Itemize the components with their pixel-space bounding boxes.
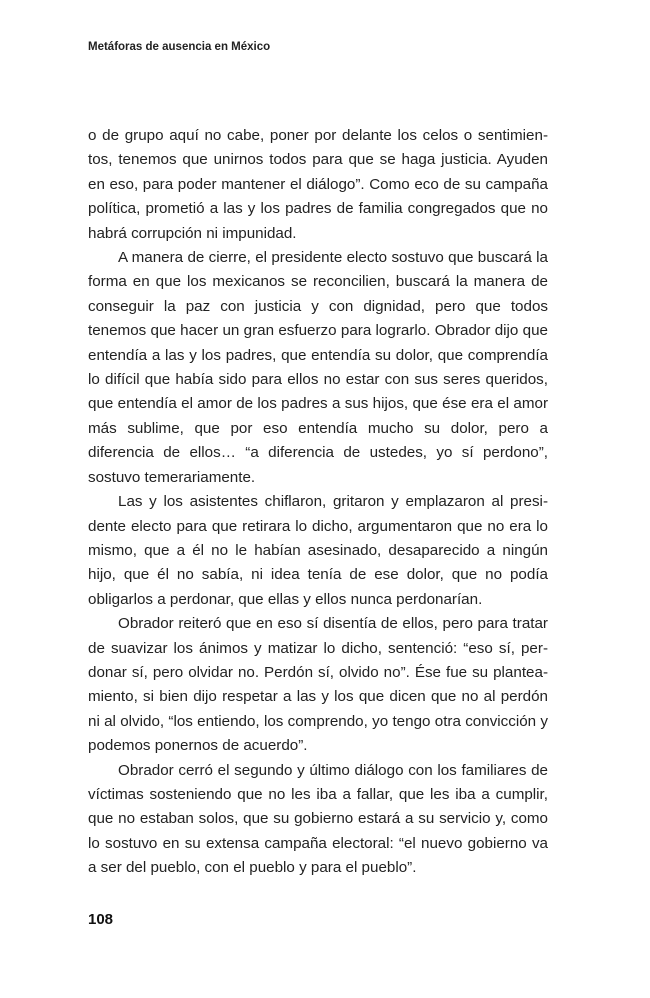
running-header: Metáforas de ausencia en México: [88, 41, 271, 53]
paragraph-5: Obrador cerró el segundo y último diálogo con los familiares de víctimas sosteniendo que no les iba a fallar, que les iba a cumplir, que no estaban solos, que su gobierno estará a su servicio y, como lo sostuvo en su extensa campaña electoral: “el nuevo gobierno va a ser del pueblo, con el pueblo y para el pueblo”.: [88, 761, 548, 877]
paragraph-4: Obrador reiteró que en eso sí disentía de ellos, pero para tratar de suavizar los ánimos y matizar lo dicho, sentenció: “eso sí, perdonar sí, pero olvidar no. Perdón sí, olvido no”. Ése fue su planteamiento, si bien dijo respetar a las y los que dicen que no al perdón ni al olvido, “los entiendo, los comprendo, yo tengo otra convicción y podemos ponernos de acuerdo”.: [88, 615, 548, 755]
page-number: 108: [88, 911, 114, 928]
paragraph-2: A manera de cierre, el presidente electo sostuvo que buscará la forma en que los mexicanos se reconcilien, buscará la manera de conseguir la paz con justicia y con dignidad, pero que todos tenemos que hacer un gran esfuerzo para lograrlo. Obrador dijo que entendía a las y los padres, que entendía su dolor, que comprendía lo difícil que había sido para ellos no estar con sus seres queridos, que entendía el amor de los padres a sus hijos, que ése era el amor más sublime, que por eso entendía mucho su dolor, pero a diferencia de ellos… “a diferencia de ustedes, yo sí perdono”, sostuvo temerariamente.: [88, 249, 548, 486]
paragraph-1: o de grupo aquí no cabe, poner por delante los celos o sentimientos, tenemos que unirnos todos para que se haga justicia. Ayuden en eso, para poder mantener el diálogo”. Como eco de su campaña política, prometió a las y los padres de familia congregados que no habrá corrupción ni impunidad.: [88, 127, 548, 242]
body-text: [88, 124, 548, 881]
paragraph-3: Las y los asistentes chiflaron, gritaron y emplazaron al presidente electo para que retirara lo dicho, argumentaron que no era lo mismo, que a él no le habían asesinado, desaparecido a ningún hijo, que él no sabía, ni idea tenía de ese dolor, que no podía obligarlos a perdonar, que ellas y ellos nunca perdonarían.: [88, 493, 548, 608]
